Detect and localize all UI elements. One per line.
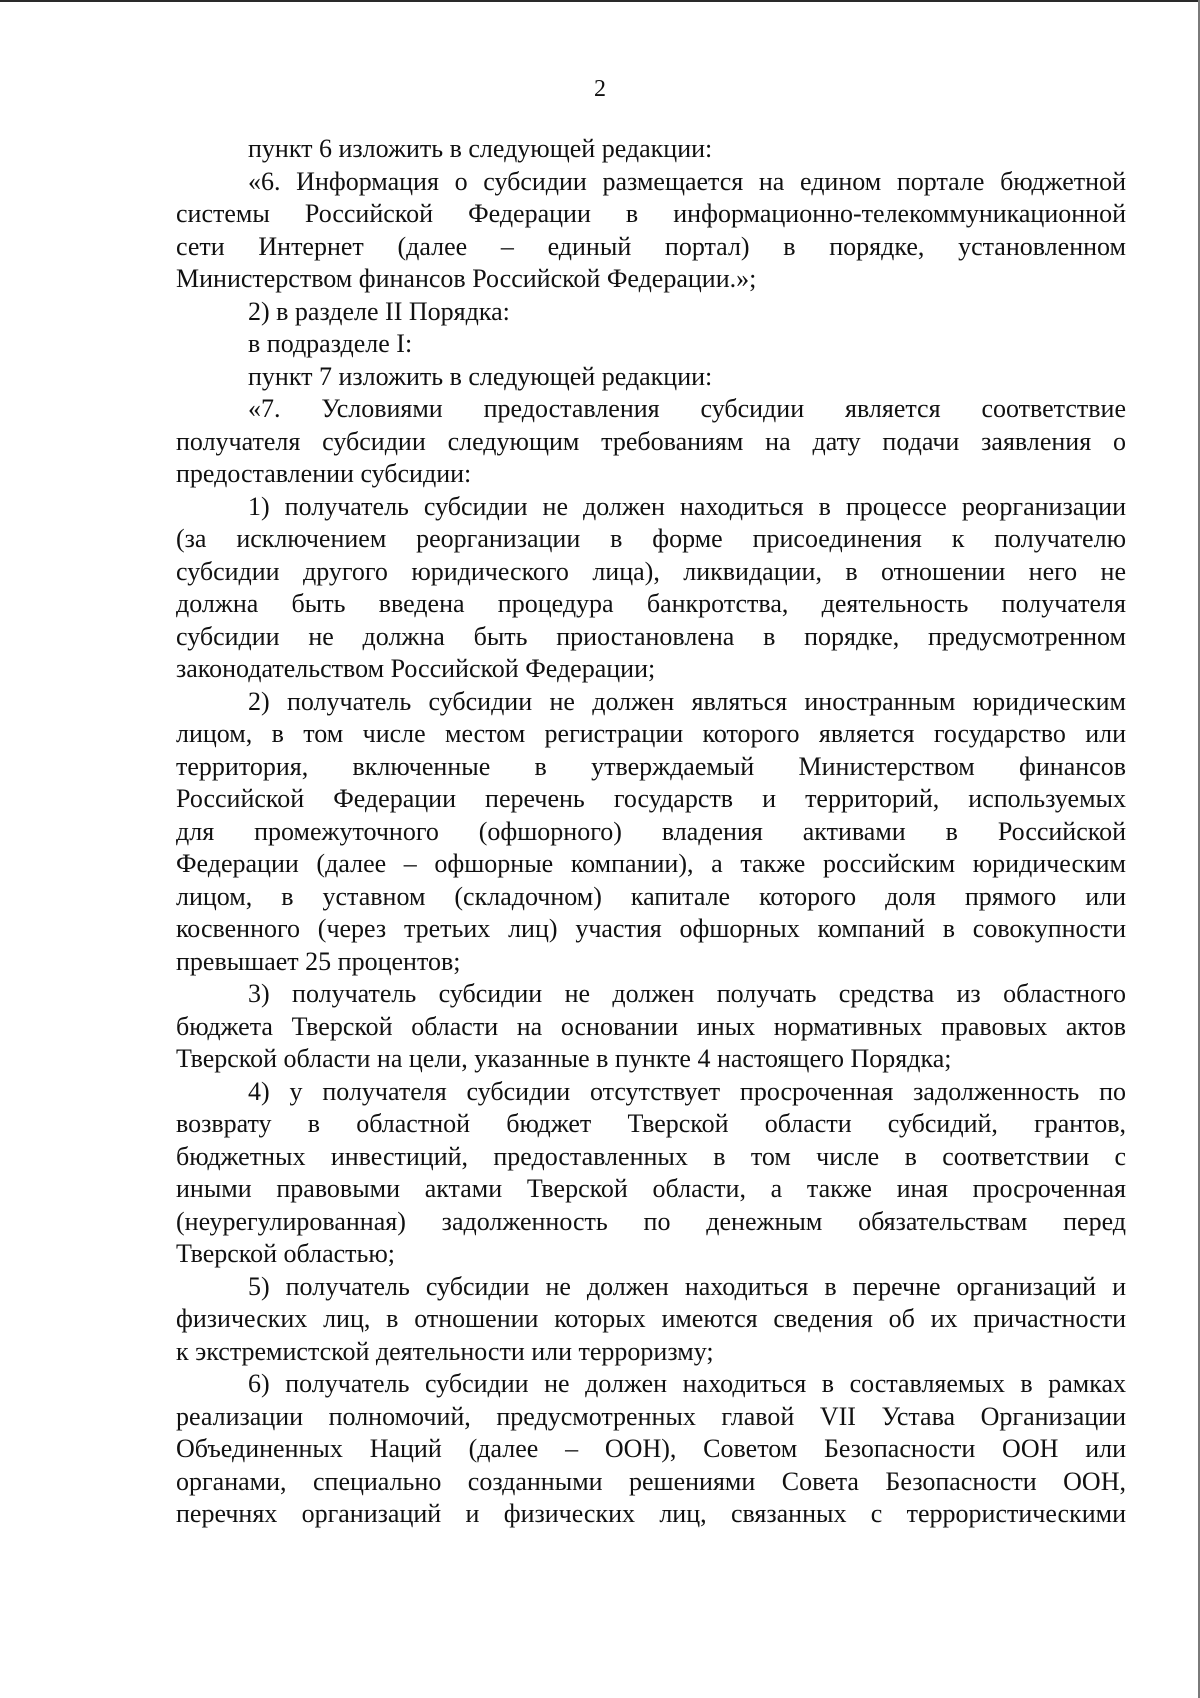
text-line: «6. Информация о субсидии размещается на едином портале бюджетной [248,166,1126,196]
text-line: Российской Федерации перечень государств и территорий, используемых [176,784,1126,813]
text-line: территория, включенные в утверждаемый Министерством финансов [176,751,1126,781]
text-line: предоставлении субсидии: [176,459,472,488]
scan-top-edge [0,0,1200,2]
page-number: 2 [594,76,606,102]
text-line: иными правовыми актами Тверской области, а также иная просроченная [176,1174,1126,1203]
text-line: для промежуточного (офшорного) владения активами в Российской [176,816,1126,846]
text-line: пункт 7 изложить в следующей редакции: [248,361,713,391]
text-line: органами, специально созданными решениями Совета Безопасности ООН, [176,1466,1126,1496]
text-line: косвенного (через третьих лиц) участия офшорных компаний в совокупности [176,914,1126,943]
text-line: Министерством финансов Российской Федерации.»; [176,264,757,293]
text-line: 5) получатель субсидии не должен находиться в перечне организаций и [248,1271,1126,1301]
text-line: Тверской области на цели, указанные в пункте 4 настоящего Порядка; [176,1044,952,1073]
text-line: пункт 6 изложить в следующей редакции: [248,134,713,163]
text-line: сети Интернет (далее – единый портал) в порядке, установленном [176,231,1126,261]
document-body [176,133,1126,1531]
text-line: бюджетных инвестиций, предоставленных в том числе в соответствии с [176,1141,1126,1171]
text-line: субсидии не должна быть приостановлена в порядке, предусмотренном [176,621,1126,651]
text-line: Тверской областью; [176,1239,396,1268]
text-line: реализации полномочий, предусмотренных главой VII Устава Организации [176,1401,1126,1431]
text-line: превышает 25 процентов; [176,946,461,976]
text-line: 6) получатель субсидии не должен находиться в составляемых в рамках [248,1369,1126,1398]
text-line: 3) получатель субсидии не должен получать средства из областного [248,979,1126,1008]
text-line: физических лиц, в отношении которых имеются сведения об их причастности [176,1304,1126,1333]
text-line: получателя субсидии следующим требованиям на дату подачи заявления о [176,426,1126,456]
text-line: Федерации (далее – офшорные компании), а также российским юридическим [176,849,1126,878]
text-line: в подразделе I: [248,329,413,358]
text-line: 2) в разделе II Порядка: [248,296,510,326]
text-line: субсидии другого юридического лица), ликвидации, в отношении него не [176,556,1126,586]
text-line: перечнях организаций и физических лиц, связанных с террористическими [176,1499,1126,1528]
text-line: лицом, в том числе местом регистрации которого является государство или [176,719,1126,748]
text-line: 1) получатель субсидии не должен находиться в процессе реорганизации [248,491,1126,521]
text-line: «7. Условиями предоставления субсидии является соответствие [248,394,1126,423]
text-line: 2) получатель субсидии не должен являться иностранным юридическим [248,686,1126,716]
text-line: бюджета Тверской области на основании иных нормативных правовых актов [176,1011,1126,1041]
text-line: законодательством Российской Федерации; [176,654,656,683]
text-line: (неурегулированная) задолженность по денежным обязательствам перед [176,1206,1126,1236]
text-line: к экстремистской деятельности или терроризму; [176,1336,714,1366]
text-line: должна быть введена процедура банкротства, деятельность получателя [176,589,1126,618]
text-line: Объединенных Наций (далее – ООН), Советом Безопасности ООН или [176,1434,1126,1463]
text-line: системы Российской Федерации в информационно-телекоммуникационной [176,199,1126,228]
text-line: возврату в областной бюджет Тверской области субсидий, грантов, [176,1109,1126,1138]
text-line: 4) у получателя субсидии отсутствует просроченная задолженность по [248,1076,1126,1106]
text-line: лицом, в уставном (складочном) капитале которого доля прямого или [176,881,1126,911]
text-line: (за исключением реорганизации в форме присоединения к получателю [176,524,1126,553]
